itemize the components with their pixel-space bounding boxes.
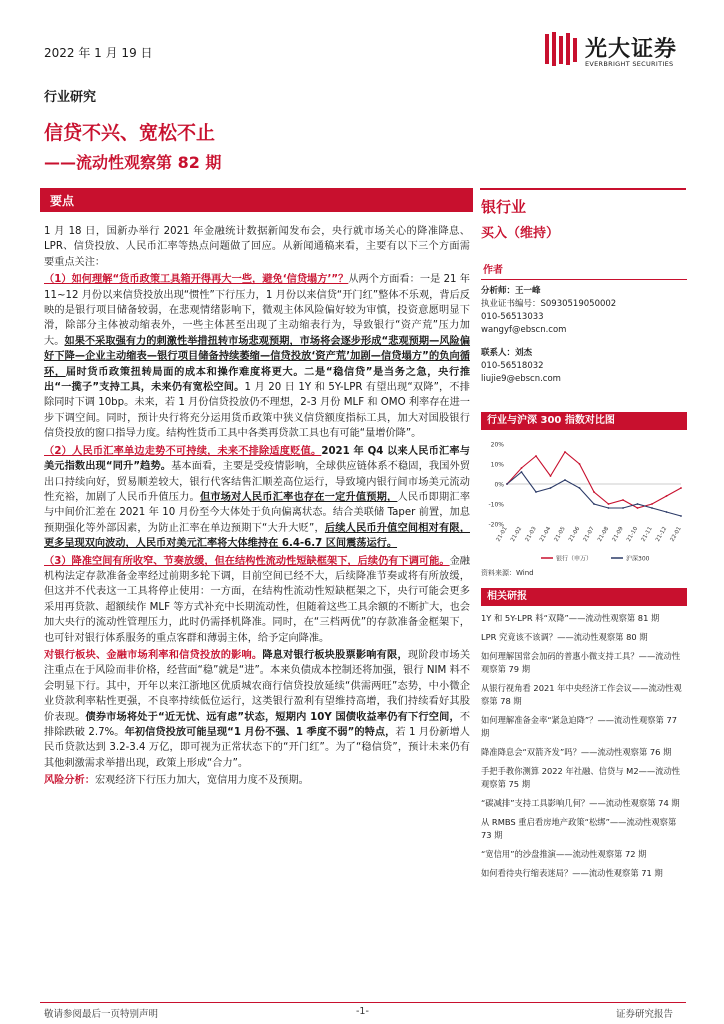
paragraph-impact: 对银行板块、金融市场利率和信贷投放的影响。降息对银行板块股票影响有限，现阶段市场关注重点在于风险而非价格，经营面“稳”就是“进”。本来负债成本控制还将加强，银行 NIM 料不会明显下行。其中，开年以来江浙地区优质城农商行信贷投放延续“供需两旺”态势，中小微企业贷款利率粘性更强，不良率持续低位运行，这类银行盈利有望维持高增，我们持续看好其股价表现。债券市场将处于“近无忧、远有虑”状态，短期内 10Y 国债收益率仍有下行空间，不排除跌破 2.7%。年初信贷投放可能呈现“1 月份不强、1 季度不弱”的特点，若 1 月份新增人民币贷款达到 3.2-3.4 万亿，即可视为正常状态下的“开门红”。为了“稳信贷”，预计未来仍有其他刺激需求举措出现，政策上形成“合力”。 — [44, 649, 471, 769]
data-point — [608, 507, 610, 509]
author-section — [481, 262, 687, 386]
related-report-item[interactable]: 1Y 和 5Y-LPR 料“双降”——流动性观察第 81 期 — [481, 613, 660, 623]
related-report-item[interactable]: 手把手教你测算 2022 年社融、信贷与 M2——流动性观察第 75 期 — [481, 766, 681, 789]
contact-phone: 010-56518032 — [481, 361, 544, 371]
related-reports-list — [481, 612, 687, 886]
heading-risk: 风险分析： — [44, 775, 95, 787]
heading-credit: （1）如何理解“货币政策工具箱开得再大一些，避免‘信贷塌方’”？ — [44, 274, 349, 286]
report-date: 2022 年 1 月 19 日 — [44, 46, 153, 60]
page-number: -1- — [356, 1006, 369, 1017]
chart-source: 资料来源：Wind — [481, 569, 534, 577]
related-report-item[interactable]: LPR 究竟该不该调？——流动性观察第 80 期 — [481, 632, 648, 642]
paragraph-credit: （1）如何理解“货币政策工具箱开得再大一些，避免‘信贷塌方’”？从两个方面看：一是 21 年 11~12 月份以来信贷投放出现“惯性”下行压力，1 月份以来信贷“开门红”整体不乐观，背后反映的是银行项目储备较弱，在悲观情绪影响下，微观主体风险偏好较为审慎，投资意愿明显下滑，除部分主体被动缩表外，一些主体甚至出现了主动缩表行为，导致银行“资产荒”压力加大。如果不采取强有力的刺激性举措扭转市场悲观预期，市场将会逐步形成“悲观预期—风险偏好下降—企业主动缩表—银行项目储备持续萎缩—信贷投放‘资产荒’加剧—信贷塌方”的负向循环，届时货币政策扭转局面的成本和操作难度将更大。二是“稳信贷”是当务之急，央行推出“一揽子”支持工具，未来仍有宽松空间。1 月 20 日 1Y 和 5Y-LPR 有望出现“双降”，不排除同时下调 10bp。未来，若 1 月份信贷投放仍不理想，2-3 月份 MLF 和 OMO 利率存在进一步下调空间。同时，预计央行将充分运用货币政策中狭义信贷额度指标工具，加大对国股银行信贷投放的窗口指导力度。结构性货币工具中各类再贷款工具也有可能“量增价降”。 — [44, 274, 471, 440]
author-section-header: 作者 — [481, 262, 687, 280]
data-point — [535, 491, 537, 493]
data-point — [579, 463, 581, 465]
y-tick-label: -10% — [488, 501, 504, 509]
data-point — [608, 503, 610, 505]
footer-disclaimer[interactable]: 敬请参阅最后一页特别声明 — [44, 1009, 159, 1020]
industry-name: 银行业 — [481, 198, 527, 216]
summary-label: 要点 — [50, 194, 75, 208]
data-point — [550, 475, 552, 477]
x-tick-label: 21-11 — [640, 526, 654, 543]
data-point — [564, 451, 566, 453]
series-line-0 — [507, 452, 681, 508]
company-logo — [543, 30, 693, 72]
data-point — [666, 495, 668, 497]
x-tick-label: 21-06 — [568, 526, 582, 543]
analyst-email[interactable]: wangyf@ebscn.com — [481, 325, 567, 335]
related-report-item[interactable]: 如何理解准备金率“紧急迫降”？——流动性观察第 77 期 — [481, 715, 678, 738]
data-point — [637, 503, 639, 505]
heading-rrr: （3）降准空间有所收窄、节奏放缓，但在结构性流动性短缺框架下，后续仍有下调可能。 — [44, 555, 450, 567]
data-point — [622, 507, 624, 509]
heading-fx: （2）人民币汇率单边走势不可持续，未来不排除适度贬值。 — [44, 445, 322, 457]
legend-label: 银行（申万） — [556, 555, 593, 563]
related-report-item[interactable]: 如何看待央行缩表迷局？——流动性观察第 71 期 — [481, 868, 663, 878]
data-point — [651, 503, 653, 505]
side-top-rule — [480, 188, 686, 190]
analyst-phone: 010-56513033 — [481, 312, 544, 322]
data-point — [535, 455, 537, 457]
report-subtitle: ——流动性观察第 82 期 — [44, 153, 222, 172]
x-tick-label: 21-02 — [510, 526, 524, 543]
y-tick-label: -20% — [488, 521, 504, 529]
logo-text-cn: 光大证券 — [585, 37, 678, 62]
legend-label: 沪深300 — [626, 555, 650, 563]
x-tick-label: 21-10 — [626, 526, 640, 543]
data-point — [521, 471, 523, 473]
footer-report-type: 证券研究报告 — [616, 1009, 674, 1020]
data-point — [593, 503, 595, 505]
x-tick-label: 21-03 — [524, 526, 538, 543]
x-tick-label: 21-05 — [553, 526, 567, 543]
x-tick-label: 21-08 — [597, 526, 611, 543]
logo-mark-icon — [543, 30, 583, 70]
data-point — [579, 487, 581, 489]
related-report-item[interactable]: “宽信用”的沙盘推演——流动性观察第 72 期 — [481, 849, 647, 859]
summary-header — [40, 188, 473, 212]
index-comparison-chart — [481, 436, 687, 564]
report-title: 信贷不兴、宽松不止 — [44, 122, 216, 144]
x-tick-label: 22-01 — [669, 526, 683, 543]
paragraph-fx: （2）人民币汇率单边走势不可持续，未来不排除适度贬值。2021 年 Q4 以来人民币汇率与美元指数出现“同升”趋势。基本面看，主要是受疫情影响，全球供应链体系不稳固，我国外贸出口持续向好，贸易顺差较大，银行代客结售汇顺差高位运行，导致境内银行间市场美元流动性充裕，加剧了人民币升值压力。但市场对人民币汇率也存在一定升值预期，人民币即期汇率与中间价汇差在 2021 年 10 月份至今大体处于负向偏离状态。结合美联储 Taper 前置，加息预期强化等外部因素，为防止汇率在单边预期下“大升大贬”，后续人民币升值空间相对有限，更多呈现双向波动，人民币对美元汇率将大体维持在 6.4-6.7 区间震荡运行。 — [44, 445, 471, 550]
data-point — [637, 507, 639, 509]
analyst-block — [481, 285, 687, 386]
paragraph-rrr: （3）降准空间有所收窄、节奏放缓，但在结构性流动性短缺框架下，后续仍有下调可能。金融机构法定存款准备金率经过前期多轮下调，目前空间已经不大，后续降准节奏或将有所放缓，但这并不代表这一工具将停止使用：一方面，在结构性流动性短缺框架之下，央行可能会更多采用再贷款、超额续作 MLF 等方式补充中长期流动性，但随着这些工具余额的不断扩大，也会加大央行的流动性管理压力，此时仍需择机降准。同时，在“三档两优”的存款准备金框架下，也可针对银行体系服务的重点客群和薄弱主体，给予定向降准。 — [44, 555, 470, 644]
related-report-item[interactable]: 如何理解国常会加码的普惠小微支持工具？——流动性观察第 79 期 — [481, 651, 681, 674]
analyst-cert: 执业证书编号：S0930519050002 — [481, 299, 617, 309]
chart-svg — [481, 436, 687, 564]
data-point — [593, 491, 595, 493]
chart-section-header: 行业与沪深 300 指数对比图 — [481, 412, 687, 430]
related-report-item[interactable]: 从银行视角看 2021 年中央经济工作会议——流动性观察第 78 期 — [481, 683, 682, 706]
logo-text-en: EVERBRIGHT SECURITIES — [585, 60, 674, 68]
data-point — [506, 483, 508, 485]
contact-email[interactable]: liujie9@ebscn.com — [481, 374, 561, 384]
report-category: 行业研究 — [44, 90, 97, 105]
data-point — [521, 467, 523, 469]
x-tick-label: 21-07 — [582, 526, 596, 543]
paragraph-risk: 风险分析：宏观经济下行压力加大，宽信用力度不及预期。 — [44, 775, 309, 787]
related-report-item[interactable]: “碳减排”支持工具影响几何？——流动性观察第 74 期 — [481, 798, 680, 808]
contact-name: 联系人：刘杰 — [481, 348, 533, 358]
y-tick-label: 0% — [494, 481, 504, 489]
heading-impact: 对银行板块、金融市场利率和信贷投放的影响。 — [44, 649, 263, 661]
rating: 买入（维持） — [481, 226, 560, 241]
main-body — [44, 224, 470, 791]
data-point — [622, 499, 624, 501]
y-tick-label: 10% — [490, 461, 504, 469]
data-point — [550, 487, 552, 489]
paragraph-intro: 1 月 18 日，国新办举行 2021 年金融统计数据新闻发布会，央行就市场关心的降准降息、LPR、信贷投放、人民币汇率等热点问题做了回应。从新闻通稿来看，主要有以下三个方面需要重点关注： — [44, 226, 470, 268]
related-section-header: 相关研报 — [481, 588, 687, 606]
data-point — [651, 507, 653, 509]
x-tick-label: 21-09 — [611, 526, 625, 543]
data-point — [666, 511, 668, 513]
x-tick-label: 21-04 — [539, 526, 553, 543]
footer-rule — [40, 1002, 686, 1003]
x-tick-label: 21-12 — [655, 526, 669, 543]
y-tick-label: 20% — [490, 441, 504, 449]
chart-section-header-wrap — [481, 412, 687, 430]
related-section-header-wrap — [481, 588, 687, 606]
data-point — [680, 487, 682, 489]
related-report-item[interactable]: 从 RMBS 重启看房地产政策“松绑”——流动性观察第 73 期 — [481, 817, 677, 840]
analyst-name: 分析师：王一峰 — [481, 286, 541, 296]
related-report-item[interactable]: 降准降息会“双箭齐发”吗？——流动性观察第 76 期 — [481, 747, 672, 757]
x-tick-label: 21-01 — [495, 526, 509, 543]
data-point — [564, 479, 566, 481]
data-point — [680, 515, 682, 517]
series-line-1 — [507, 472, 681, 516]
